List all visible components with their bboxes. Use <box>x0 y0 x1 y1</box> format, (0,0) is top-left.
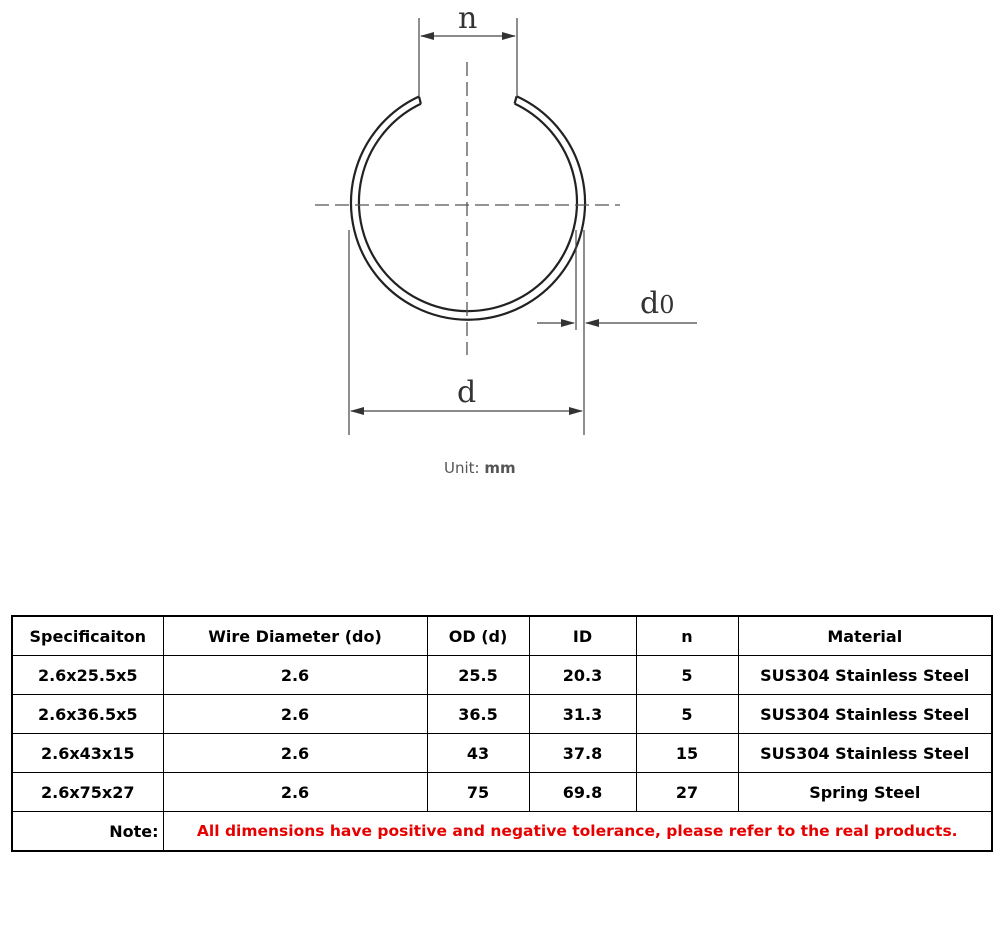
table-cell: 5 <box>636 695 738 734</box>
table-cell: 31.3 <box>529 695 636 734</box>
gap-arrow-left <box>420 32 434 40</box>
wire-arrow-right <box>585 319 599 327</box>
table-header-row <box>12 616 992 656</box>
table-cell: 69.8 <box>529 773 636 812</box>
table-cell: 20.3 <box>529 656 636 695</box>
table-cell: SUS304 Stainless Steel <box>738 656 992 695</box>
header-cell: Wire Diameter (do) <box>163 616 427 656</box>
table-cell: SUS304 Stainless Steel <box>738 695 992 734</box>
outer-arrow-left <box>350 407 364 415</box>
unit-label: Unit: <box>444 459 480 477</box>
table-cell: Spring Steel <box>738 773 992 812</box>
outer-label-d: d <box>457 375 477 410</box>
table-row <box>12 773 992 812</box>
note-label: Note: <box>12 812 163 852</box>
ring-gap-right-end <box>515 96 517 103</box>
table-cell: 2.6 <box>163 734 427 773</box>
table-cell: 27 <box>636 773 738 812</box>
header-cell: OD (d) <box>427 616 529 656</box>
table-cell: 5 <box>636 656 738 695</box>
header-cell: ID <box>529 616 636 656</box>
table-row <box>12 695 992 734</box>
ring-inner-edge <box>359 104 577 312</box>
table-cell: 37.8 <box>529 734 636 773</box>
table-cell: SUS304 Stainless Steel <box>738 734 992 773</box>
table-cell: 36.5 <box>427 695 529 734</box>
table-cell: 75 <box>427 773 529 812</box>
wire-label-d0: d0 <box>640 286 675 321</box>
wire-arrow-left <box>561 319 575 327</box>
table-cell: 2.6x25.5x5 <box>12 656 163 695</box>
table-row <box>12 734 992 773</box>
gap-arrow-right <box>502 32 516 40</box>
unit-value: mm <box>484 459 516 477</box>
note-text: All dimensions have positive and negative tolerance, please refer to the real products. <box>163 812 992 852</box>
specification-table <box>11 615 993 852</box>
table-cell: 2.6 <box>163 656 427 695</box>
ring-gap-left-end <box>419 97 421 104</box>
table-cell: 15 <box>636 734 738 773</box>
outer-arrow-right <box>569 407 583 415</box>
note-row <box>12 812 992 852</box>
table-row <box>12 656 992 695</box>
header-cell: n <box>636 616 738 656</box>
table-cell: 43 <box>427 734 529 773</box>
table-cell: 2.6x36.5x5 <box>12 695 163 734</box>
table-cell: 25.5 <box>427 656 529 695</box>
unit-caption <box>444 459 516 477</box>
table-cell: 2.6x43x15 <box>12 734 163 773</box>
gap-label-n: n <box>458 1 478 36</box>
header-cell: Material <box>738 616 992 656</box>
table-cell: 2.6 <box>163 695 427 734</box>
table-cell: 2.6 <box>163 773 427 812</box>
header-cell: Specificaiton <box>12 616 163 656</box>
table-cell: 2.6x75x27 <box>12 773 163 812</box>
